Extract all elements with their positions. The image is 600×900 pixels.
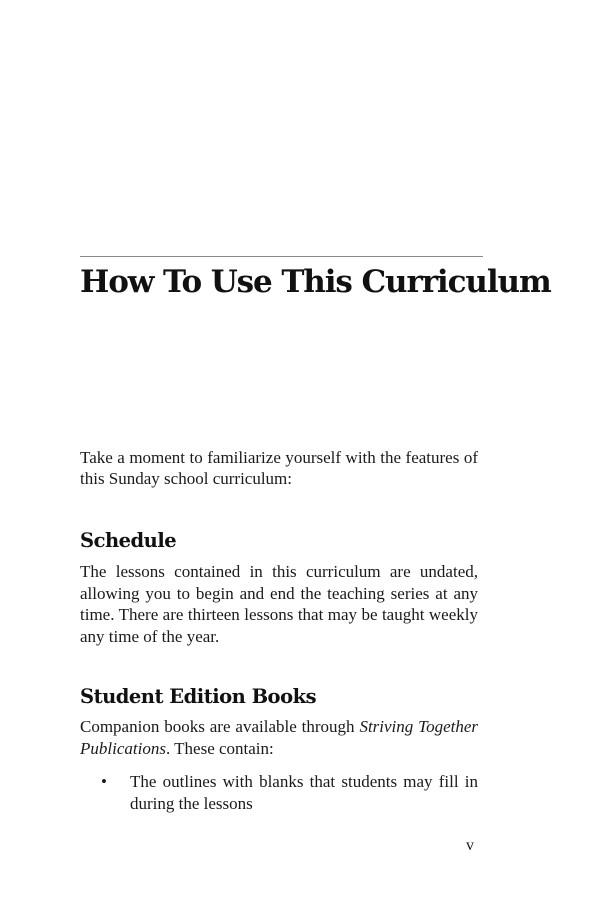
publisher-name: Striving Together Publications — [80, 717, 479, 758]
section-heading-student-edition-books: Student Edition Books — [80, 685, 317, 708]
student-edition-paragraph — [80, 716, 478, 759]
list-item — [80, 771, 478, 814]
student-edition-text-end: . These contain: — [165, 738, 274, 758]
list-item-text: The outlines with blanks that students may fill in during the lessons — [130, 772, 478, 813]
intro-paragraph: Take a moment to familiarize yourself with the features of this Sunday school curriculum: — [80, 448, 478, 488]
title-divider — [80, 256, 483, 257]
page-title: How To Use This Curriculum — [80, 264, 551, 300]
page-number: v — [466, 837, 474, 854]
student-edition-contents-list — [80, 771, 478, 814]
student-edition-text-start: Companion books are available through — [80, 717, 360, 736]
bullet-icon: • — [101, 772, 107, 791]
section-heading-schedule: Schedule — [80, 529, 177, 552]
schedule-paragraph: The lessons contained in this curriculum are undated, allowing you to begin and end the teaching series at any time. There are thirteen lessons that may be taught weekly any time of the year. — [80, 562, 478, 646]
